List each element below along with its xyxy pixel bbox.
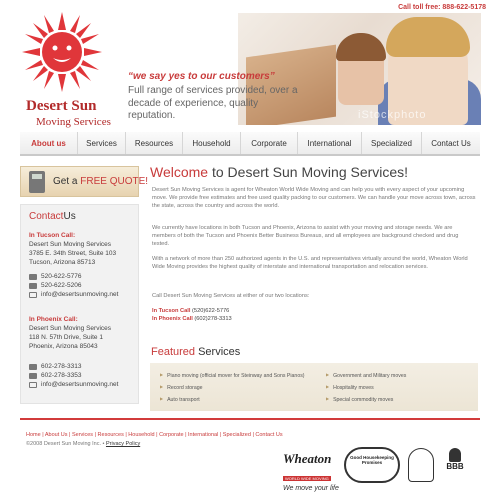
phoenix-fax: 602-278-3353 — [41, 372, 82, 379]
wheaton-logo — [283, 451, 341, 492]
phoenix-line2: 118 N. 57th Drive, Suite 1 — [29, 334, 103, 341]
intro-paragraph-3: With a network of more than 250 authorized agents in the U.S. and representatives virtually around the world, Wheaton World Wide Moving provides the highest quality of interstate and international transportation and relocation services. — [152, 256, 468, 270]
tagline: “we say yes to our customers” — [128, 71, 275, 82]
list-item: ▶ Government and Military moves — [326, 372, 406, 379]
tucson-fax: 520-622-5206 — [41, 282, 82, 289]
fax-icon — [29, 373, 37, 379]
footer-links[interactable]: Home | About Us | Services | Resources | Household | Corporate | International | Specialized | Contact Us — [26, 432, 283, 438]
bbb-torch-icon — [449, 448, 461, 462]
nav-international[interactable]: International — [298, 132, 362, 154]
email-icon — [29, 292, 37, 298]
copyright — [26, 441, 140, 447]
email-icon — [29, 382, 37, 388]
fax-icon — [29, 283, 37, 289]
featured-services — [150, 363, 478, 411]
contact-title-a: Contact — [29, 211, 64, 222]
phoenix-line3: Phoenix, Arizona 85043 — [29, 343, 98, 350]
header — [0, 0, 500, 128]
nav-household[interactable]: Household — [183, 132, 241, 154]
tucson-line3: Tucson, Arizona 85713 — [29, 259, 96, 266]
phone-icon — [29, 274, 37, 280]
copyright-text: ©2008 Desert Sun Moving Inc. • — [26, 441, 106, 447]
wheaton-tagline: We move your life — [283, 485, 339, 492]
brand-subtitle: Moving Services — [36, 116, 111, 128]
phone-icon — [29, 364, 37, 370]
main-nav — [20, 132, 480, 156]
quote-prefix: Get a — [53, 176, 81, 187]
phoenix-call-number: (602)278-3313 — [192, 316, 232, 322]
phoenix-email[interactable]: info@desertsunmoving.net — [41, 381, 119, 388]
page-title — [150, 164, 408, 180]
wheaton-sub: WORLD WIDE MOVING — [285, 476, 329, 481]
association-seal-icon — [408, 448, 434, 482]
bbb-text: BBB — [446, 462, 464, 471]
nav-services[interactable]: Services — [78, 132, 126, 154]
quote-highlight: FREE QUOTE! — [80, 176, 149, 187]
phoenix-line1: Desert Sun Moving Services — [29, 325, 112, 332]
tucson-line2: 3785 E. 34th Street, Suite 103 — [29, 250, 117, 257]
intro-paragraph-2: We currently have locations in both Tucson and Phoenix, Arizona to assist with your moving and storage needs. We are members of both the Tucson and Phoenix Better Business Bureaus, and all employees are background checked and drug tested. — [152, 225, 459, 247]
phoenix-call-line — [152, 316, 232, 322]
tucson-call-label: In Tucson Call — [152, 308, 191, 314]
tucson-phone: 520-622-5776 — [41, 273, 82, 280]
phoenix-heading: In Phoenix Call: — [29, 316, 78, 323]
nav-corporate[interactable]: Corporate — [241, 132, 298, 154]
wheaton-name: Wheaton — [283, 451, 332, 466]
list-item: ▶ Record storage — [160, 384, 203, 391]
intro-paragraph-4: Call Desert Sun Moving Services at either of our two locations: — [152, 293, 310, 299]
title-welcome: Welcome — [150, 164, 209, 180]
contact-panel — [20, 204, 139, 404]
list-item: ▶ Hospitality moves — [326, 384, 374, 391]
featured-title-a: Featured — [151, 346, 196, 358]
title-rest: to Desert Sun Moving Services! — [208, 164, 409, 180]
sun-logo-icon — [22, 12, 102, 92]
intro-paragraph-1: Desert Sun Moving Services is agent for Wheaton World Wide Moving and can help you with every aspect of your upcoming move. We provide free estimates and free used quality packing to our customers. We can handle your move across town, across the state, across the country and across the world. — [152, 187, 476, 209]
featured-title-b: Services — [195, 346, 241, 358]
list-item: ▶ Auto transport — [160, 396, 200, 403]
privacy-policy-link[interactable]: Privacy Policy — [105, 441, 141, 447]
toll-free-call: Call toll free: 888-622-5178 — [398, 4, 486, 11]
free-quote-button[interactable] — [20, 166, 149, 197]
list-item: ▶ Special commodity moves — [326, 396, 393, 403]
featured-title — [151, 346, 240, 358]
hero-watermark: iStockphoto — [358, 109, 427, 121]
nav-about-us[interactable]: About us — [20, 132, 78, 154]
tucson-call-line — [152, 308, 229, 314]
bbb-logo — [440, 448, 470, 482]
calculator-icon — [29, 171, 45, 193]
brand-name: Desert Sun — [26, 98, 97, 114]
tucson-email[interactable]: info@desertsunmoving.net — [41, 291, 119, 298]
tucson-line1: Desert Sun Moving Services — [29, 241, 112, 248]
phoenix-call-label: In Phoenix Call — [152, 316, 193, 322]
nav-specialized[interactable]: Specialized — [362, 132, 422, 154]
tucson-heading: In Tucson Call: — [29, 232, 76, 239]
divider — [20, 418, 480, 420]
nav-contact-us[interactable]: Contact Us — [431, 139, 471, 148]
phoenix-phone: 602-278-3313 — [41, 363, 82, 370]
nav-resources[interactable]: Resources — [126, 132, 183, 154]
good-housekeeping-seal: Good Housekeeping Promises — [344, 447, 400, 483]
logo[interactable] — [16, 12, 126, 128]
tagline-description: Full range of services provided, over a decade of experience, quality reputation. — [128, 85, 298, 121]
contact-title-b: Us — [63, 211, 76, 222]
list-item: ▶ Piano moving (official mover for Steinway and Sons Pianos) — [160, 372, 305, 379]
contact-title — [29, 211, 76, 222]
tucson-call-number: (520)622-5776 — [190, 308, 230, 314]
